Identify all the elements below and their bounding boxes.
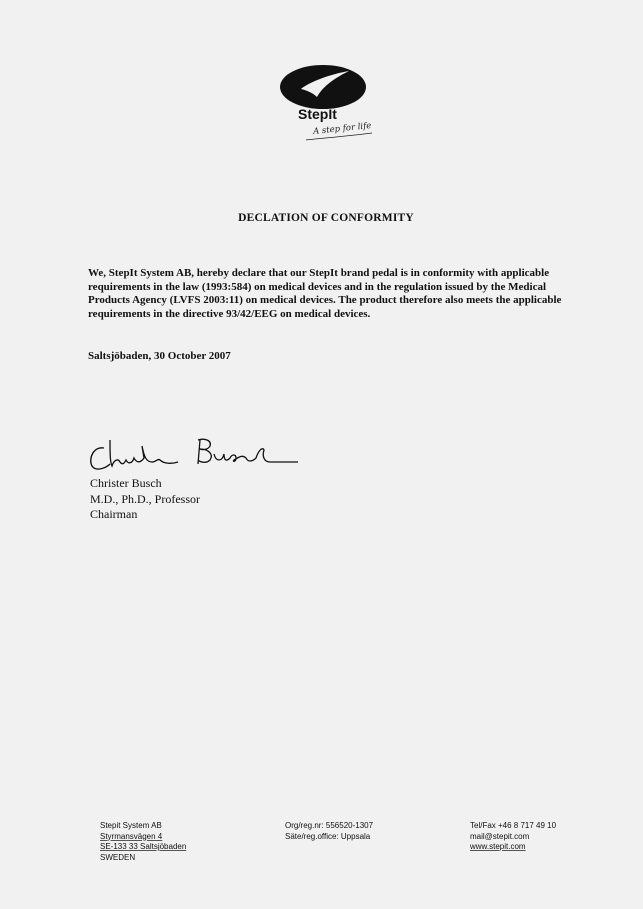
logo-tagline: A step for life [312,120,372,138]
place-and-date: Saltsjöbaden, 30 October 2007 [88,350,231,362]
signatory-block [90,476,200,523]
footer-company: Stepit System AB [100,821,162,830]
footer-website: www.stepit.com [470,842,526,851]
footer-email: mail@stepit.com [470,831,530,841]
checkmark-swoosh-icon [279,64,367,110]
footer-registered-office: Säte/reg.office: Uppsala [285,831,371,841]
declaration-paragraph: We, StepIt System AB, hereby declare that our StepIt brand pedal is in conformity with applicable requirements in the law (1993:584) on medical devices and in the regulation issued by the Medical Products Agency (LVFS 2003:11) on medical devices. The product therefore also meets the applicable requirements in the directive 93/42/EEG on medical devices. [88,267,562,320]
footer-org-number: Org/reg.nr: 556520-1307 [285,821,374,830]
footer-street: Styrmansvägen 4 [100,831,163,841]
footer-contact [470,821,556,853]
footer-registration [285,821,373,842]
company-logo [270,60,390,150]
logo-wordmark: StepIt [298,106,337,122]
page-title: DECLATION OF CONFORMITY [238,212,414,224]
signatory-role: Chairman [90,507,138,521]
footer-phone: Tel/Fax +46 8 717 49 10 [470,821,557,830]
footer-postal: SE-133 33 Saltsjöbaden [100,842,187,851]
signatory-name: Christer Busch [90,476,162,490]
tagline-underline [304,132,374,142]
footer-address [100,821,186,863]
handwritten-signature [86,432,301,482]
signatory-credentials: M.D., Ph.D., Professor [90,491,201,506]
footer-country: SWEDEN [100,852,136,862]
